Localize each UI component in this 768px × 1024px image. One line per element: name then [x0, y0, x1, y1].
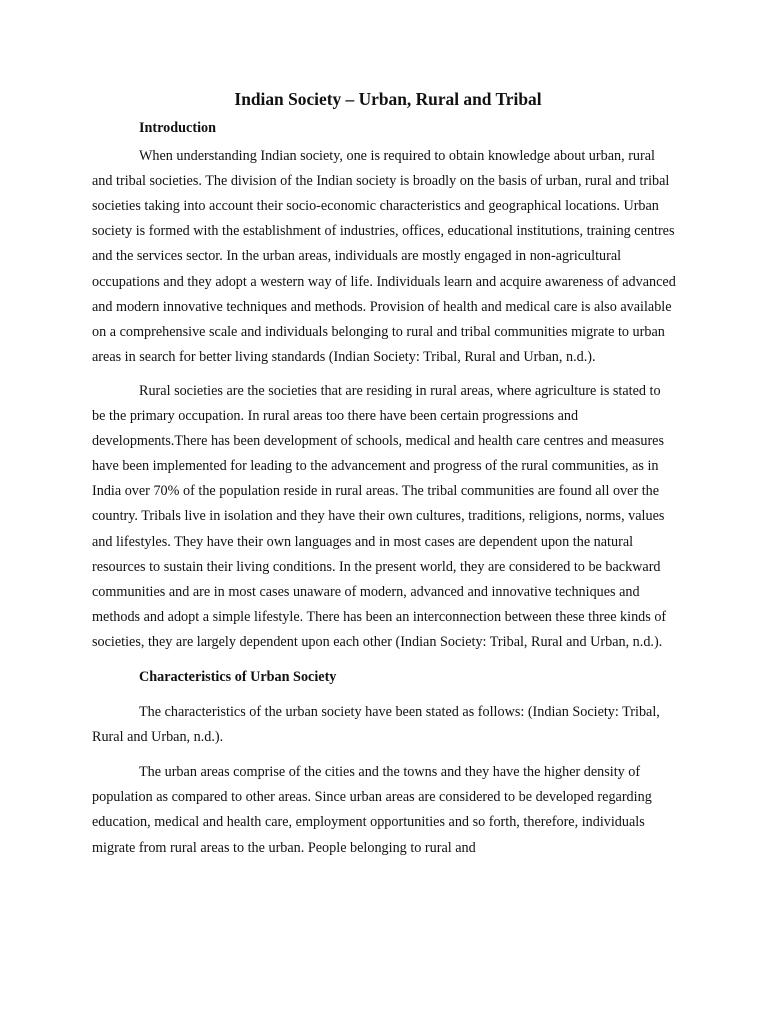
paragraph-urban-intro: When understanding Indian society, one is required to obtain knowledge about urban, rural and tribal societies. The division of the Indian society is broadly on the basis of urban, rural and tribal societies taking into account their socio-economic characteristics and geographical locations. Urban society is formed with the establishment of industries, offices, educational institutions, training centres and the services sector. In the urban areas, individuals are mostly engaged in non-agricultural occupations and they adopt a western way of life. Individuals learn and acquire awareness of advanced and modern innovative techniques and methods. Provision of health and medical care is also available on a comprehensive scale and individuals belonging to rural and tribal communities migrate to urban areas in search for better living standards (Indian Society: Tribal, Rural and Urban, n.d.). [92, 148, 676, 365]
paragraph-rural-tribal: Rural societies are the societies that are residing in rural areas, where agriculture is stated to be the primary occupation. In rural areas too there have been certain progressions and developments.There has been development of schools, medical and health care centres and measures have been implemented for leading to the advancement and progress of the rural communities, as in India over 70% of the population reside in rural areas. The tribal communities are found all over the country. Tribals live in isolation and they have their own cultures, traditions, religions, norms, values and lifestyles. They have their own languages and in most cases are dependent upon the natural resources to sustain their living conditions. In the present world, they are considered to be backward communities and are in most cases unaware of modern, advanced and innovative techniques and methods and adopt a simple lifestyle. There has been an interconnection between these three kinds of societies, they are largely dependent upon each other (Indian Society: Tribal, Rural and Urban, n.d.). [92, 382, 667, 650]
document-title: Indian Society – Urban, Rural and Tribal [234, 89, 542, 109]
section-heading-urban-characteristics: Characteristics of Urban Society [139, 668, 337, 685]
paragraph-urban-areas: The urban areas comprise of the cities and the towns and they have the higher density of population as compared to other areas. Since urban areas are considered to be developed regarding education, medical and health care, employment opportunities and so forth, therefore, individuals migrate from rural areas to the urban. People belonging to rural and [92, 764, 652, 856]
section-heading-introduction: Introduction [139, 120, 216, 136]
paragraph-urban-characteristics-intro: The characteristics of the urban society have been stated as follows: (Indian Society: Tribal, Rural and Urban, n.d.). [92, 704, 660, 746]
